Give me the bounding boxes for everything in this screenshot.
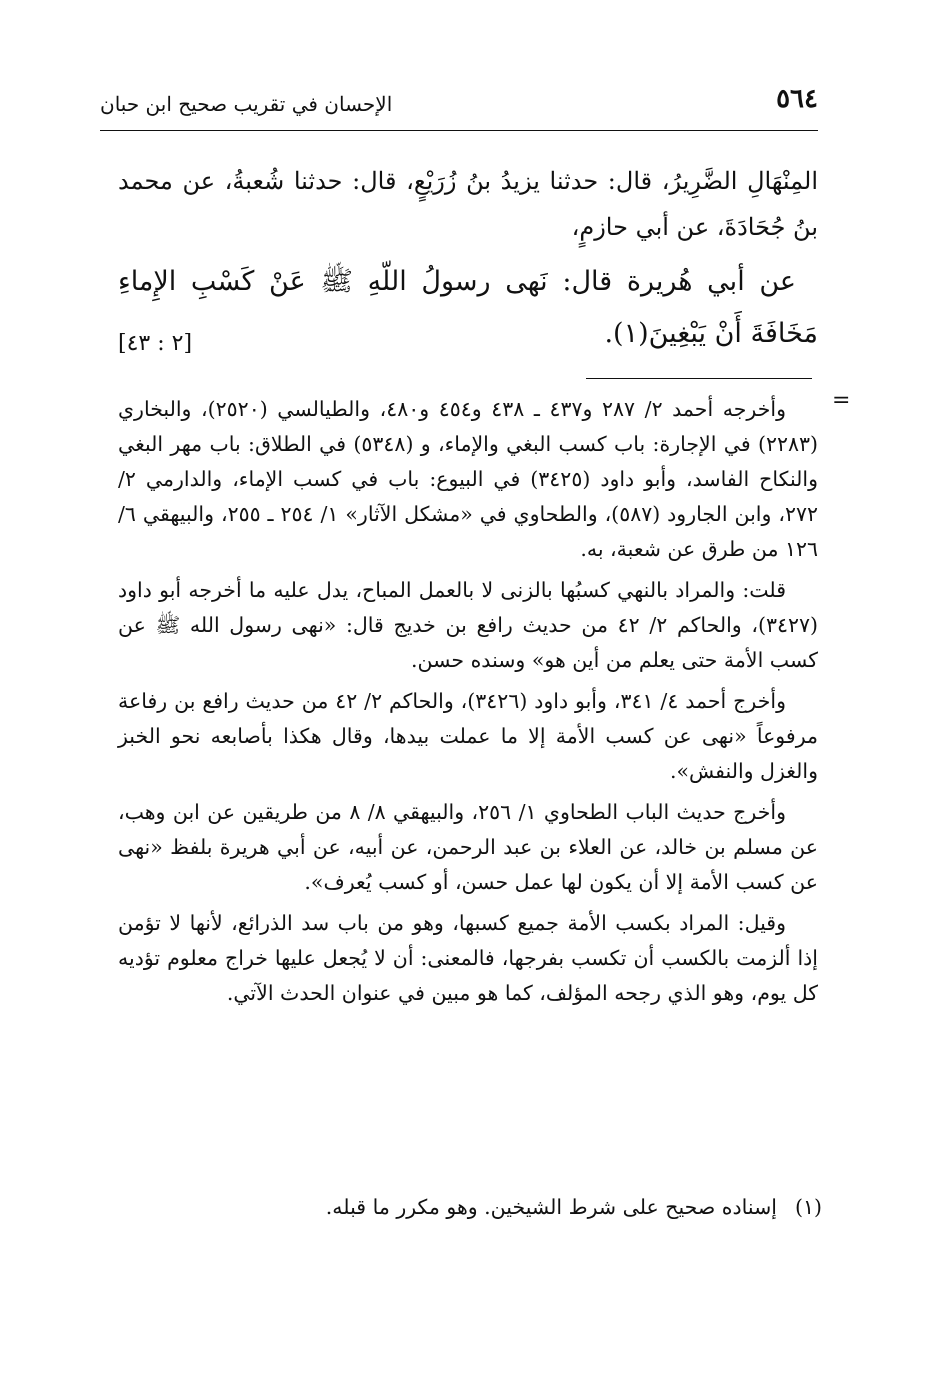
notes-separator-rule [586,378,812,379]
note-paragraph: وأخرج أحمد ٤/ ٣٤١، وأبو داود (٣٤٢٦)، والحاكم ٢/ ٤٢ من حديث رافع بن رفاعة مرفوعاً «نهى عن كسب الأمة إلا ما عملت بيدها، وقال هكذا بأصابعه نحو الخبز والغزل والنفش». [118,689,818,783]
note-paragraph: قلت: والمراد بالنهي كسبُها بالزنى لا بالعمل المباح، يدل عليه ما أخرجه أبو داود (٣٤٢٧)، والحاكم ٢/ ٤٢ من حديث رافع بن خديج قال: «نهى رسول الله ﷺ عن كسب الأمة حتى يعلم من أين هو» وسنده حسن. [118,578,818,672]
hadith-main-text [118,158,818,362]
note-paragraph: وقيل: المراد بكسب الأمة جميع كسبها، وهو من باب سد الذرائع، لأنها لا تؤمن إذا ألزمت بالكسب أن تكسب بفرجها، فالمعنى: أن لا يُجعل عليها خراج معلوم تؤديه كل يوم، وهو الذي رجحه المؤلف، كما هو مبين في عنوان الحدث الآتي. [118,911,818,1005]
continuation-mark: = [832,388,851,413]
commentary-notes [118,392,818,1017]
hadith-reference: [٢ : ٤٣] [118,331,193,356]
header-rule [100,130,818,131]
page-number: ٥٦٤ [776,84,818,114]
note-paragraph: وأخرجه أحمد ٢/ ٢٨٧ و٤٣٧ ـ ٤٣٨ و٤٥٤ و٤٨٠، والطيالسي (٢٥٢٠)، والبخاري (٢٢٨٣) في الإجارة: باب كسب البغي والإماء، و (٥٣٤٨) في الطلاق: باب مهر البغي والنكاح الفاسد، وأبو داود (٣٤٢٥) في البيوع: باب في كسب الإماء، والدارمي ٢/ ٢٧٢، وابن الجارود (٥٨٧)، والطحاوي في «مشكل الآثار» ١/ ٢٥٤ ـ ٢٥٥، والبيهقي ٦/ ١٢٦ من طرق عن شعبة، به. [118,397,818,561]
hadith-matn: عن أبي هُريرة قال: نَهى رسولُ اللّهِ ﷺ عَنْ كَسْبِ الإِماءِ مَخَافَةَ أَنْ يَبْغِينَ(١). [118,266,818,349]
footnote-text: إسناده صحيح على شرط الشيخين. وهو مكرر ما قبله. [325,1195,777,1219]
note-paragraph: وأخرج حديث الباب الطحاوي ١/ ٢٥٦، والبيهقي ٨/ ٨ من طريقين عن ابن وهب، عن مسلم بن خالد، عن العلاء بن عبد الرحمن، عن أبيه، عن أبي هريرة بلفظ «نهى عن كسب الأمة إلا أن يكون لها عمل حسن، أو كسب يُعرف». [118,800,818,894]
running-title: الإحسان في تقريب صحيح ابن حبان [100,92,393,116]
footnote [122,1190,822,1224]
page-header [100,82,818,126]
footnote-number: (١) [794,1195,822,1219]
isnad-chain: المِنْهَالِ الضَّرِيرُ، قال: حدثنا يزيدُ بنُ زُرَيْعٍ، قال: حدثنا شُعبةُ، عن محمد بنُ جُحَادَةَ، عن أبي حازمٍ، [118,167,818,241]
